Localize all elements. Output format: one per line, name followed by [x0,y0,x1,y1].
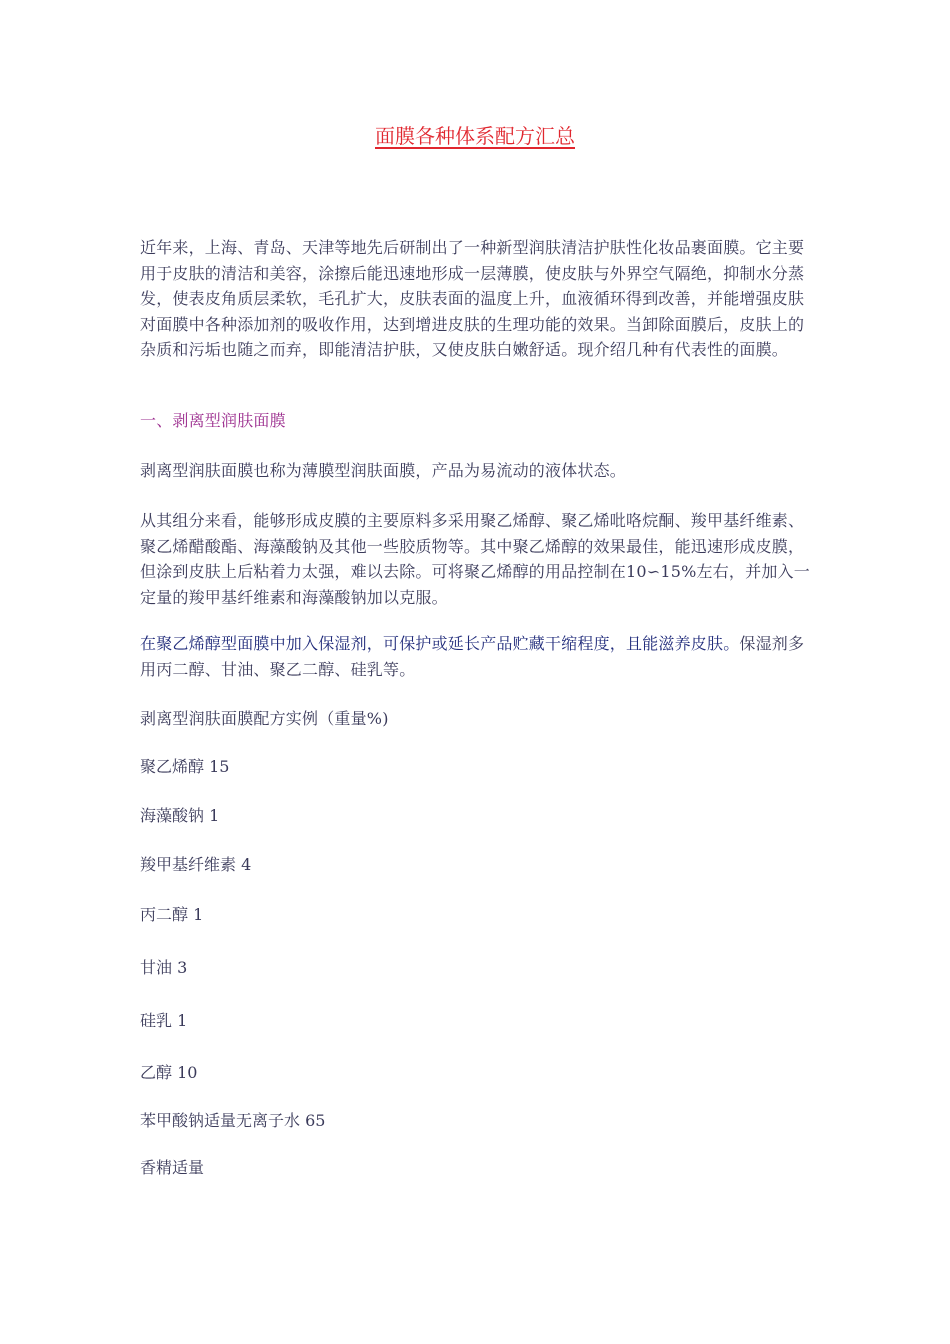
recipe-item: 硅乳 1 [140,1011,188,1030]
humectant-rest: 保湿剂多用丙二醇、甘油、聚乙二醇、硅乳等。 [140,634,805,679]
recipe-item: 苯甲酸钠适量无离子水 65 [140,1111,326,1130]
paragraph-definition: 剥离型润肤面膜也称为薄膜型润肤面膜，产品为易流动的液体状态。 [140,461,627,480]
recipe-title: 剥离型润肤面膜配方实例（重量%) [140,709,389,728]
intro-paragraph: 近年来，上海、青岛、天津等地先后研制出了一种新型润肤清洁护肤性化妆品裹面膜。它主要用于皮肤的清洁和美容，涂擦后能迅速地形成一层薄膜，使皮肤与外界空气隔绝，抑制水分蒸发，使表皮角质层柔软，毛孔扩大，皮肤表面的温度上升，血液循环得到改善，并能增强皮肤对面膜中各种添加剂的吸收作用，达到增进皮肤的生理功能的效果。当卸除面膜后，皮肤上的杂质和污垢也随之而弃，即能清洁护肤，又使皮肤白嫩舒适。现介绍几种有代表性的面膜。 [140,238,805,359]
recipe-item: 海藻酸钠 1 [140,806,220,825]
recipe-item: 丙二醇 1 [140,905,204,924]
recipe-item: 乙醇 10 [140,1063,198,1082]
document-title: 面膜各种体系配方汇总 [375,124,575,148]
recipe-item: 羧甲基纤维素 4 [140,855,252,874]
recipe-item: 甘油 3 [140,958,188,977]
paragraph-composition: 从其组分来看，能够形成皮膜的主要原料多采用聚乙烯醇、聚乙烯吡咯烷酮、羧甲基纤维素、聚乙烯醋酸酯、海藻酸钠及其他一些胶质物等。其中聚乙烯醇的效果最佳，能迅速形成皮膜，但涂到皮肤上后粘着力太强，难以去除。可将聚乙烯醇的用品控制在10∽15%左右，并加入一定量的羧甲基纤维素和海藻酸钠加以克服。 [140,511,810,607]
paragraph-humectant [140,631,810,682]
recipe-item: 聚乙烯醇 15 [140,757,230,776]
section-heading: 一、剥离型润肤面膜 [140,411,286,430]
humectant-emphasis: 在聚乙烯醇型面膜中加入保湿剂，可保护或延长产品贮藏干缩程度，且能滋养皮肤。 [140,634,740,653]
recipe-item: 香精适量 [140,1158,205,1177]
